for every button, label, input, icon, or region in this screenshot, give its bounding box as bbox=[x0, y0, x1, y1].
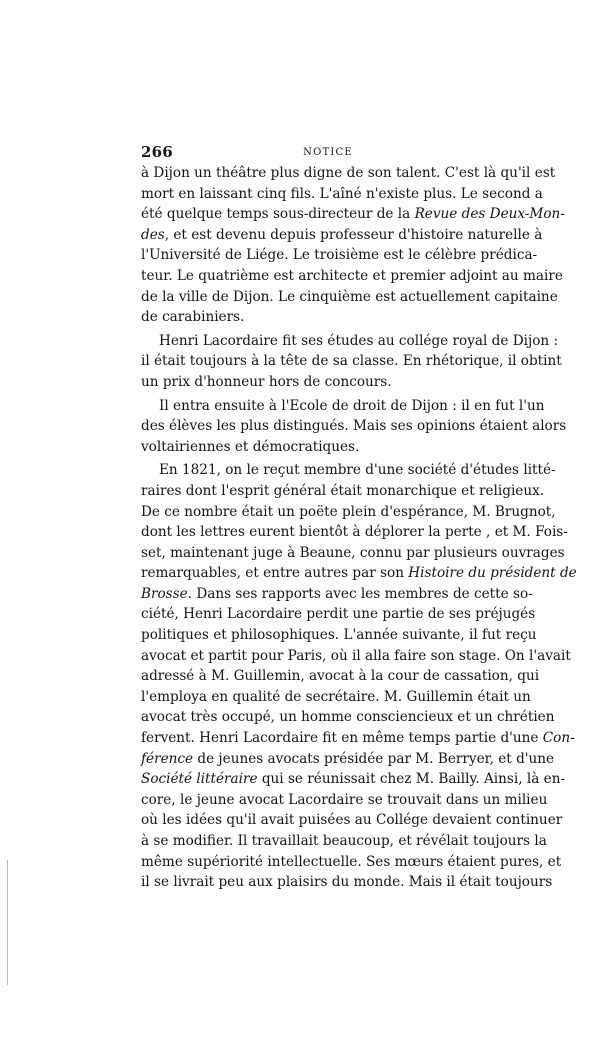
text-line: été quelque temps sous-directeur de la Revue des Deux-Mon- bbox=[141, 206, 565, 223]
paragraph bbox=[141, 331, 562, 393]
text-line: Henri Lacordaire fit ses études au collége royal de Dijon : bbox=[159, 332, 559, 349]
text-line: mort en laissant cinq fils. L'aîné n'existe plus. Le second a bbox=[141, 185, 543, 202]
page-header bbox=[141, 143, 515, 163]
italic-title: Société littéraire bbox=[141, 771, 258, 788]
running-title: NOTICE bbox=[303, 147, 353, 158]
text-line: remarquables, et entre autres par son Histoire du président de bbox=[141, 565, 577, 582]
text-line: core, le jeune avocat Lacordaire se trouvait dans un milieu bbox=[141, 791, 548, 808]
italic-title: Con- bbox=[542, 730, 575, 747]
text-line: férence de jeunes avocats présidée par M. Berryer, et d'une bbox=[141, 750, 555, 767]
text-line: En 1821, on le reçut membre d'une société d'études litté- bbox=[159, 462, 556, 479]
page-number: 266 bbox=[141, 143, 173, 161]
text-line: voltairiennes et démocratiques. bbox=[141, 438, 360, 455]
text-line: raires dont l'esprit général était monarchique et religieux. bbox=[141, 482, 545, 499]
text-line: politiques et philosophiques. L'année suivante, il fut reçu bbox=[141, 627, 537, 644]
text-line: Brosse. Dans ses rapports avec les membres de cette so- bbox=[141, 585, 533, 602]
text-line: ciété, Henri Lacordaire perdit une partie de ses préjugés bbox=[141, 606, 536, 623]
text-line: un prix d'honneur hors de concours. bbox=[141, 373, 392, 390]
text-line: il se livrait peu aux plaisirs du monde. Mais il était toujours bbox=[141, 874, 553, 891]
text-line: à Dijon un théâtre plus digne de son talent. C'est là qu'il est bbox=[141, 165, 556, 181]
paragraph bbox=[141, 396, 567, 458]
text-line: Société littéraire qui se réunissait chez M. Bailly. Ainsi, là en- bbox=[141, 771, 566, 788]
text-line: des, et est devenu depuis professeur d'histoire naturelle à bbox=[141, 226, 543, 243]
text-line: à se modifier. Il travaillait beaucoup, et révélait toujours la bbox=[141, 833, 547, 849]
italic-title: des bbox=[141, 226, 165, 243]
text-line: avocat et partit pour Paris, où il alla faire son stage. On l'avait bbox=[141, 647, 571, 664]
text-line: avocat très occupé, un homme consciencieux et un chrétien bbox=[141, 709, 555, 726]
text-line: Il entra ensuite à l'Ecole de droit de Dijon : il en fut l'un bbox=[159, 397, 545, 414]
text-line: set, maintenant juge à Beaune, connu par plusieurs ouvrages bbox=[141, 544, 565, 561]
text-line: de carabiniers. bbox=[141, 309, 245, 326]
italic-title: férence bbox=[141, 750, 194, 767]
text-line: des élèves les plus distingués. Mais ses opinions étaient alors bbox=[141, 418, 567, 435]
text-line: De ce nombre était un poëte plein d'espérance, M. Brugnot, bbox=[141, 503, 556, 520]
text-line: l'Université de Liége. Le troisième est le célèbre prédica- bbox=[141, 247, 538, 264]
text-line: même supériorité intellectuelle. Ses mœurs étaient pures, et bbox=[141, 853, 562, 870]
text-line: l'employa en qualité de secrétaire. M. Guillemin était un bbox=[141, 688, 531, 705]
text-line: fervent. Henri Lacordaire fit en même temps partie d'une Con- bbox=[141, 730, 575, 747]
text-line: il était toujours à la tête de sa classe. En rhétorique, il obtint bbox=[141, 353, 562, 370]
paragraph bbox=[141, 460, 577, 892]
italic-title: Revue des Deux-Mon- bbox=[414, 206, 565, 223]
text-line: adressé à M. Guillemin, avocat à la cour de cassation, qui bbox=[141, 668, 540, 685]
italic-title: Histoire du président de bbox=[408, 565, 577, 582]
text-line: teur. Le quatrième est architecte et premier adjoint au maire bbox=[141, 267, 563, 284]
text-line: dont les lettres eurent bientôt à déplorer la perte , et M. Fois- bbox=[141, 524, 568, 541]
paragraph bbox=[141, 163, 565, 328]
italic-title: Brosse bbox=[141, 585, 188, 602]
text-line: de la ville de Dijon. Le cinquième est actuellement capitaine bbox=[141, 288, 558, 305]
body-text bbox=[141, 163, 577, 893]
text-line: où les idées qu'il avait puisées au Collége devaient continuer bbox=[141, 812, 563, 829]
page-edge-mark bbox=[7, 860, 8, 985]
